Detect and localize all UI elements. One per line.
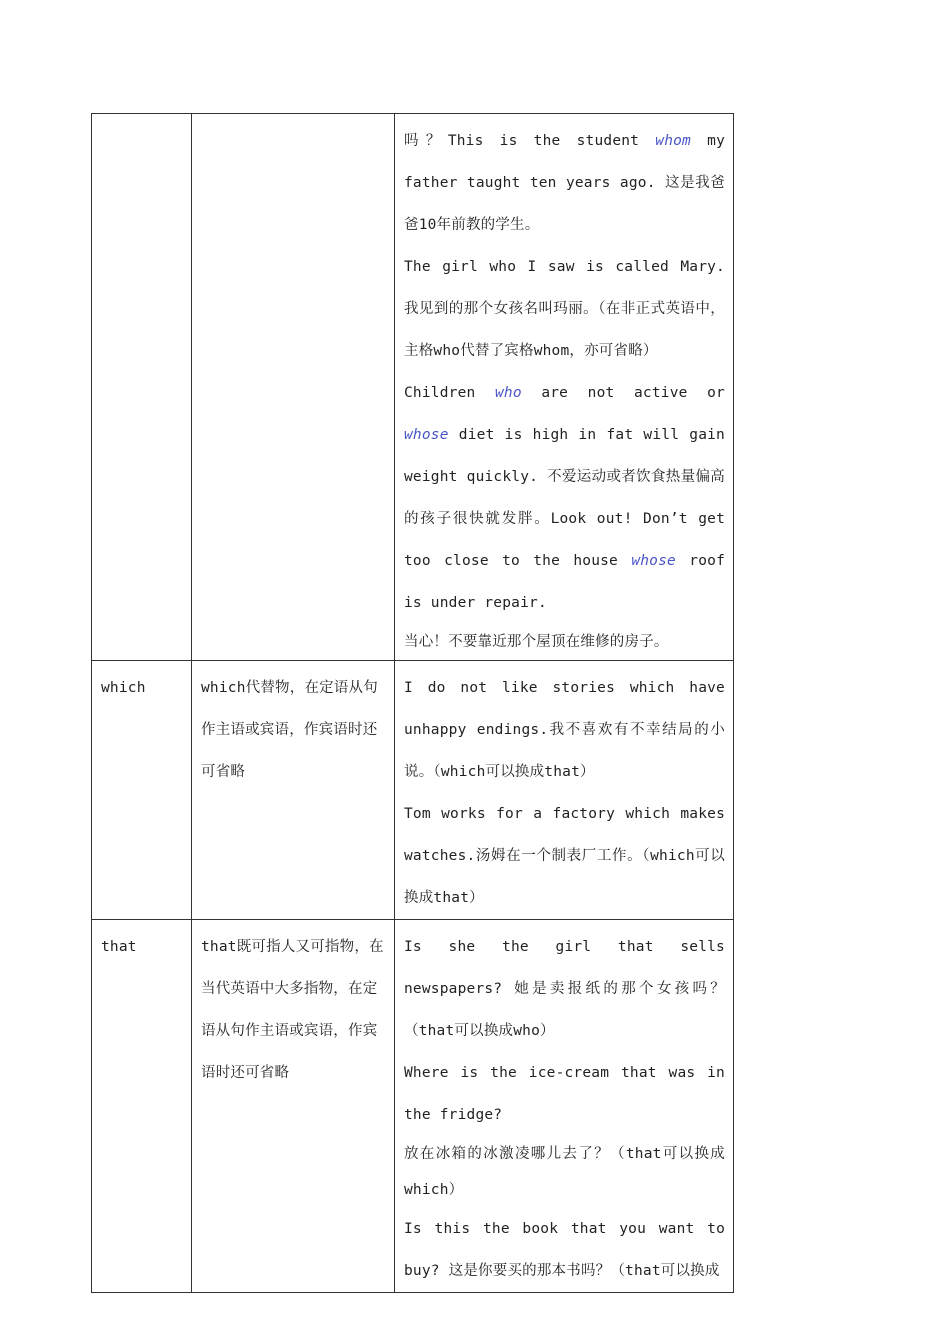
- example-paragraph: [404, 120, 725, 246]
- example-text: 吗？This is the student: [404, 133, 656, 149]
- usage-cell: which代替物，在定语从句作主语或宾语，作宾语时还可省略: [192, 661, 395, 920]
- relative-pronoun-table: [91, 113, 734, 1293]
- table-row: [92, 920, 734, 1293]
- example-paragraph: [404, 624, 725, 660]
- example-text: Is this the book that you want to buy? 这是你要买的那本书吗？（that可以换成: [404, 1221, 725, 1279]
- example-text: Where is the ice-cream that was in the fridge?: [404, 1065, 725, 1123]
- usage-cell: [192, 114, 395, 661]
- example-paragraph: [404, 246, 725, 372]
- highlighted-pronoun: who: [494, 385, 522, 401]
- table-row: [92, 114, 734, 661]
- example-paragraph: [404, 926, 725, 1052]
- example-text: are not active or: [521, 385, 725, 401]
- highlighted-pronoun: whom: [655, 133, 691, 149]
- pronoun-cell: that: [92, 920, 192, 1293]
- example-text: diet is high in fat will gain weight quickly. 不爱运动或者饮食热量偏高的孩子很快就发胖。Look out! Don’t get too close to the house: [404, 427, 725, 569]
- example-text: I do not like stories which have unhappy endings.我不喜欢有不幸结局的小说。（which可以换成that）: [404, 680, 725, 780]
- example-paragraph: [404, 1136, 725, 1208]
- examples-cell: [395, 114, 734, 661]
- example-text: 当心！不要靠近那个屋顶在维修的房子。: [404, 634, 669, 650]
- pronoun-cell: which: [92, 661, 192, 920]
- table-body: [92, 114, 734, 1293]
- table-row: [92, 661, 734, 920]
- example-text: The girl who I saw is called Mary. 我见到的那个女孩名叫玛丽。（在非正式英语中，主格who代替了宾格whom，亦可省略）: [404, 259, 725, 359]
- example-paragraph: [404, 667, 725, 793]
- example-paragraph: [404, 793, 725, 919]
- example-text: Is she the girl that sells newspapers? 她是卖报纸的那个女孩吗？（that可以换成who）: [404, 939, 725, 1039]
- examples-cell: [395, 661, 734, 920]
- example-text: Children: [404, 385, 495, 401]
- example-text: roof is under repair.: [404, 553, 726, 611]
- example-paragraph: [404, 1052, 725, 1136]
- example-text: Tom works for a factory which makes watches.汤姆在一个制表厂工作。（which可以换成that）: [404, 806, 725, 906]
- highlighted-pronoun: whose: [404, 427, 449, 443]
- example-paragraph: [404, 372, 725, 624]
- highlighted-pronoun: whose: [631, 553, 676, 569]
- example-paragraph: [404, 1208, 725, 1292]
- pronoun-cell: [92, 114, 192, 661]
- example-text: 放在冰箱的冰激凌哪儿去了？（that可以换成which）: [404, 1146, 725, 1198]
- usage-cell: that既可指人又可指物，在当代英语中大多指物，在定语从句作主语或宾语，作宾语时还可省略: [192, 920, 395, 1293]
- example-text: my father taught ten years ago. 这是我爸爸10年前教的学生。: [404, 133, 725, 233]
- examples-cell: [395, 920, 734, 1293]
